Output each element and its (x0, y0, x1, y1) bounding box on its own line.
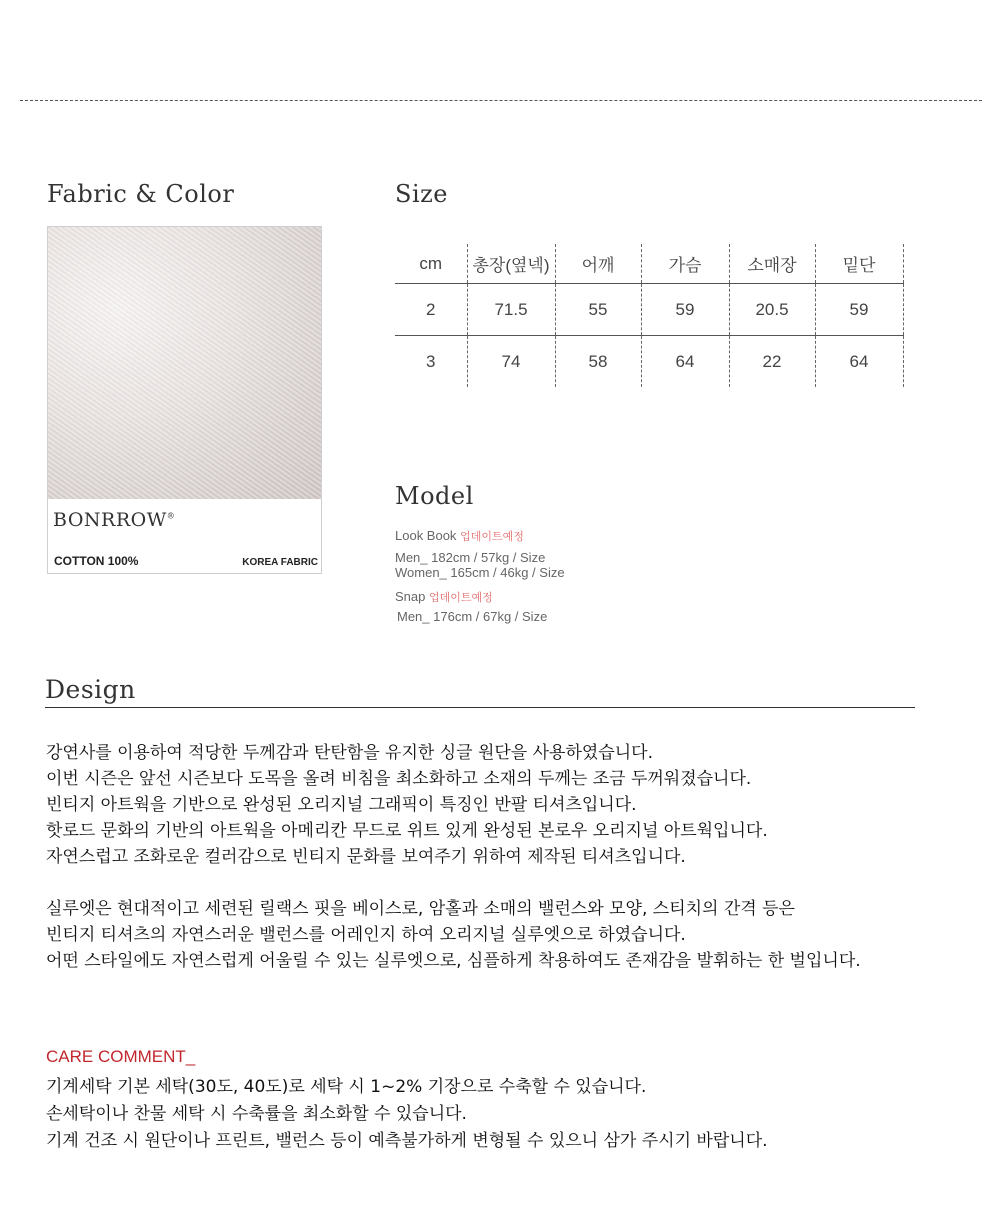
snap-line (395, 589, 565, 606)
size-cell: 58 (555, 336, 641, 388)
fabric-swatch-image (48, 227, 321, 499)
snap-label: Snap (395, 589, 426, 604)
size-col-header: 어깨 (555, 244, 641, 284)
care-comment-title: CARE COMMENT_ (46, 1047, 196, 1066)
design-description (46, 740, 976, 974)
size-cell: 59 (641, 284, 729, 336)
size-cell: 64 (815, 336, 903, 388)
lookbook-women: Women_ 165cm / 46kg / Size (395, 565, 565, 580)
care-line: 기계 건조 시 원단이나 프린트, 밸런스 등이 예측불가하게 변형될 수 있으니 삼가 주시기 바랍니다. (46, 1131, 768, 1151)
design-line: 강연사를 이용하여 적당한 두께감과 탄탄함을 유지한 싱글 원단을 사용하였습니다. (46, 743, 653, 763)
size-table-header (395, 244, 903, 284)
registered-mark: ® (166, 511, 176, 521)
size-cell: 64 (641, 336, 729, 388)
fabric-composition: COTTON 100% (54, 554, 139, 568)
design-line: 빈티지 아트웍을 기반으로 완성된 오리지널 그래픽이 특징인 반팔 티셔츠입니다. (46, 795, 637, 815)
size-cell: 22 (729, 336, 815, 388)
lookbook-label: Look Book (395, 528, 457, 543)
size-cell: 55 (555, 284, 641, 336)
size-col-header: cm (395, 244, 467, 284)
care-line: 손세탁이나 찬물 세탁 시 수축률을 최소화할 수 있습니다. (46, 1104, 467, 1124)
size-cell: 3 (395, 336, 467, 388)
model-info (395, 528, 565, 624)
design-line: 이번 시즌은 앞선 시즌보다 도목을 올려 비침을 최소화하고 소재의 두께는 조금 두꺼워졌습니다. (46, 769, 752, 789)
size-cell: 2 (395, 284, 467, 336)
swatch-brand-name: BONRROW (53, 509, 167, 531)
size-col-header: 총장(옆넥) (467, 244, 555, 284)
care-line: 기계세탁 기본 세탁(30도, 40도)로 세탁 시 1~2% 기장으로 수축할 수 있습니다. (46, 1077, 647, 1097)
size-table (395, 244, 904, 387)
fabric-heading: Fabric & Color (47, 180, 235, 208)
design-line: 자연스럽고 조화로운 컬러감으로 빈티지 문화를 보여주기 위하여 제작된 티셔츠입니다. (46, 847, 686, 867)
table-row (395, 284, 903, 336)
swatch-brand (53, 509, 175, 531)
model-heading: Model (395, 482, 474, 510)
design-heading: Design (45, 675, 136, 704)
fabric-swatch-card (47, 226, 322, 574)
size-heading: Size (395, 180, 448, 208)
design-line: 실루엣은 현대적이고 세련된 릴랙스 핏을 베이스로, 암홀과 소매의 밸런스와 모양, 스티치의 간격 등은 (46, 899, 795, 919)
top-dashed-divider (20, 100, 982, 101)
lookbook-line (395, 528, 565, 545)
snap-note: 업데이트예정 (429, 592, 493, 604)
size-col-header: 밑단 (815, 244, 903, 284)
design-line: 핫로드 문화의 기반의 아트웍을 아메리칸 무드로 위트 있게 완성된 본로우 오리지널 아트웍입니다. (46, 821, 768, 841)
lookbook-note: 업데이트예정 (460, 531, 524, 543)
lookbook-men: Men_ 182cm / 57kg / Size (395, 550, 546, 565)
size-col-header: 소매장 (729, 244, 815, 284)
size-col-header: 가슴 (641, 244, 729, 284)
size-cell: 74 (467, 336, 555, 388)
snap-men: Men_ 176cm / 67kg / Size (397, 609, 548, 624)
size-cell: 59 (815, 284, 903, 336)
paragraph-spacer (46, 870, 976, 896)
care-comment-text (46, 1074, 768, 1155)
design-line: 빈티지 티셔츠의 자연스러운 밸런스를 어레인지 하여 오리지널 실루엣으로 하였습니다. (46, 925, 686, 945)
design-line: 어떤 스타일에도 자연스럽게 어울릴 수 있는 실루엣으로, 심플하게 착용하여도 존재감을 발휘하는 한 벌입니다. (46, 951, 861, 971)
size-cell: 71.5 (467, 284, 555, 336)
fabric-origin: KOREA FABRIC (242, 557, 318, 568)
table-row (395, 336, 903, 388)
size-cell: 20.5 (729, 284, 815, 336)
design-divider (45, 707, 915, 708)
